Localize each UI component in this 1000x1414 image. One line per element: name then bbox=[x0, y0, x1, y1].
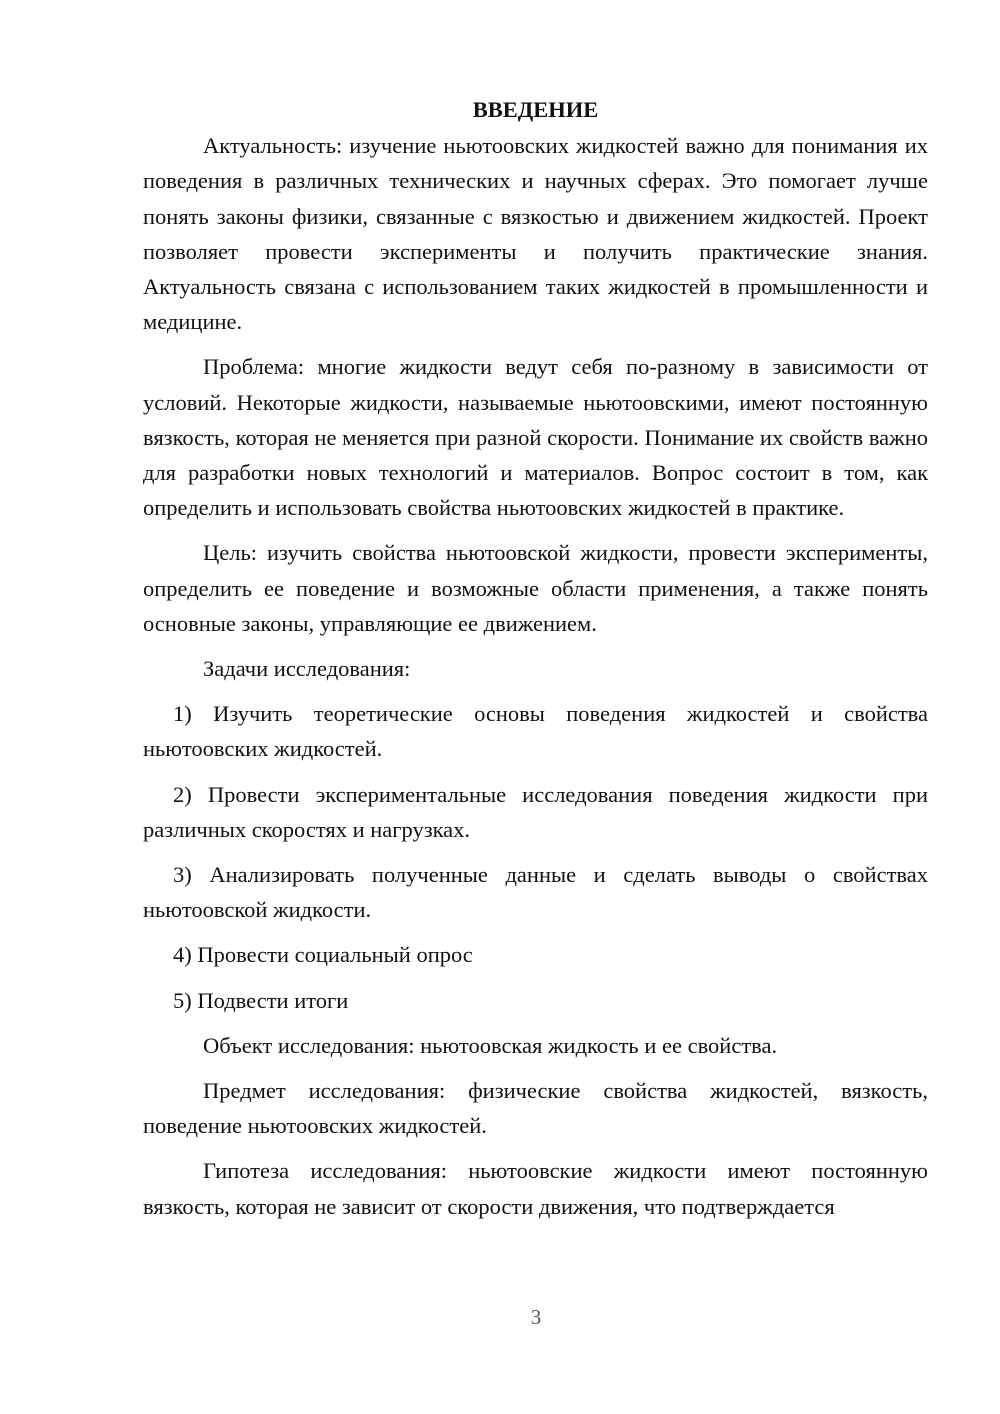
subject-paragraph: Предмет исследования: физические свойства жидкостей, вязкость, поведение ньютоовских жидкостей. bbox=[143, 1078, 928, 1139]
task-item-3: 3) Анализировать полученные данные и сделать выводы о свойствах ньютоовской жидкости. bbox=[143, 862, 928, 923]
tasks-heading: Задачи исследования: bbox=[203, 656, 411, 682]
hypothesis-paragraph: Гипотеза исследования: ньютоовские жидкости имеют постоянную вязкость, которая не зависит от скорости движения, что подтверждается bbox=[143, 1158, 928, 1219]
section-title: ВВЕДЕНИЕ bbox=[472, 97, 599, 122]
problem-paragraph: Проблема: многие жидкости ведут себя по-разному в зависимости от условий. Некоторые жидкости, называемые ньютоовскими, имеют постоянную вязкость, которая не меняется при разной скорости. Понимание их свойств важно для разработки новых технологий и материалов. Вопрос состоит в том, как определить и использовать свойства ньютоовских жидкостей в практике. bbox=[143, 354, 928, 521]
object-paragraph: Объект исследования: ньютоовская жидкость и ее свойства. bbox=[203, 1032, 778, 1058]
page-number: 3 bbox=[530, 1305, 542, 1329]
relevance-paragraph: Актуальность: изучение ньютоовских жидкостей важно для понимания их поведения в различных технических и научных сферах. Это помогает лучше понять законы физики, связанные с вязкостью и движением жидкостей. Проект позволяет провести эксперименты и получить практические знания. Актуальность связана с использованием таких жидкостей в промышленности и медицине. bbox=[143, 133, 928, 335]
task-item-2: 2) Провести экспериментальные исследования поведения жидкости при различных скоростях и нагрузках. bbox=[143, 781, 928, 842]
task-item-4: 4) Провести социальный опрос bbox=[173, 942, 473, 968]
page-content bbox=[143, 92, 928, 1234]
task-item-5: 5) Подвести итоги bbox=[173, 987, 349, 1013]
goal-paragraph: Цель: изучить свойства ньютоовской жидкости, провести эксперименты, определить ее поведение и возможные области применения, а также понять основные законы, управляющие ее движением. bbox=[143, 540, 928, 636]
task-item-1: 1) Изучить теоретические основы поведения жидкостей и свойства ньютоовских жидкостей. bbox=[143, 701, 928, 762]
